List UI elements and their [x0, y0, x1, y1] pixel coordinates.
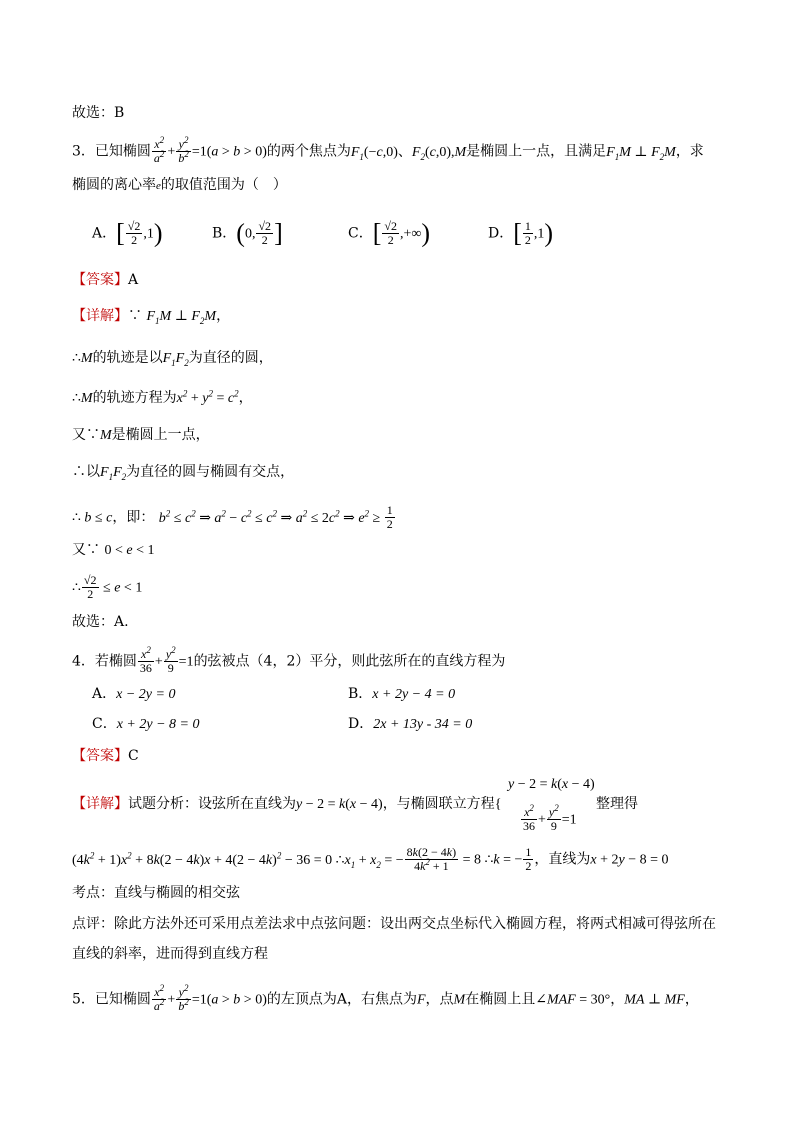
d6b: ，即： — [112, 509, 155, 526]
therefore-symbol: ∴ — [72, 350, 81, 366]
question-4-line: 4．若椭圆 $\frac{x^2}{36}$ + $\frac{y^2}{9}$ =1的弦被点（4，2）平分，则此弦所在的直线方程为 — [72, 645, 506, 675]
q4d4: ，直线为 — [534, 851, 591, 868]
system-eq-bottom: $\frac{x^2}{36}$ + $\frac{y^2}{9}$ =1 — [523, 803, 577, 833]
frac-x2-a2: $\frac{x^2}{a^2}$ — [153, 135, 165, 165]
q5d: 在椭圆上且 — [465, 991, 536, 1008]
q3-end: ，求 — [675, 143, 704, 160]
answer-tag: 【答案】 — [72, 272, 128, 288]
question-5-line: 5．已知椭圆 $\frac{x^2}{a^2}$ + $\frac{y^2}{b^2}$ =1(a > b > 0)的左顶点为A，右焦点为F，点M在椭圆上且∠MAF = 30°，MA ⊥ MF， — [72, 983, 699, 1013]
q3-detail-line-5: ∴以$F_1F_2$为直径的圆与椭圆有交点， — [72, 464, 295, 482]
d4b: 是椭圆上一点， — [111, 427, 210, 443]
q4d2: ，与椭圆联立方程 — [382, 796, 495, 812]
q3-final-line: 故选：A. — [72, 614, 129, 630]
q5c: ，点 — [425, 991, 454, 1008]
q4-option-c-label: C． — [92, 716, 117, 732]
q3-answer-value: A — [128, 272, 139, 288]
detail-tag: 【详解】 — [72, 308, 128, 324]
q3-option-a: A．[ $\frac{√2}{2}$ ,1) — [92, 218, 163, 248]
q3-mid2: 是椭圆上一点，且满足 — [466, 143, 607, 160]
q5b: 的左顶点为A，右焦点为 — [266, 991, 417, 1008]
q3-detail-line-7: 又∵ 0 < e < 1 — [72, 542, 155, 558]
q4b: 的弦被点（4，2）平分，则此弦所在的直线方程为 — [193, 653, 506, 670]
q4-option-d-label: D． — [348, 716, 374, 732]
q4-answer-value: C — [128, 748, 139, 764]
q3-detail-line-3: ∴M的轨迹方程为$x^2 + y^2 = c^2$， — [72, 388, 253, 406]
q4-option-d — [348, 714, 472, 735]
q4-option-c — [92, 714, 200, 735]
q3-detail-line-1: 【详解】∵ $F_1M$ ⊥ $F_2M$， — [72, 308, 231, 326]
e-symbol: e — [156, 180, 161, 192]
q4-option-b-text: x + 2y − 4 = 0 — [372, 687, 456, 702]
system-eq-top: y − 2 = k(x − 4) — [508, 777, 595, 792]
question-3-line-2 — [72, 175, 287, 196]
perp-expr: $F_1M$ ⊥ $F_2M$ — [606, 144, 676, 162]
q4-detail-line-1: 【详解】试题分析：设弦所在直线为y − 2 = k(x − 4)，与椭圆联立方程{ — [72, 796, 502, 812]
frac-y2-b2: $\frac{y^2}{b^2}$ — [178, 135, 189, 165]
q4-detail-line-2: $(4k^2 + 1)x^2 + 8k(2 - 4k)x + 4(2 - 4k)^2 - 36 = 0$ $\therefore x_1 + x_2$ = − $\frac{8k(2 - 4k)}{4k^2 + 1}$ = 8 ∴k = − $\frac{1}{2}$ ，直线为x + 2y − 8 = 0 — [72, 845, 669, 873]
q4-option-b-label: B． — [348, 686, 373, 702]
q4d1: 试题分析：设弦所在直线为 — [128, 796, 296, 812]
q4-option-a-label: A． — [92, 686, 117, 702]
q3-detail-line-6: ∴ b ≤ c，即： $b^2 \le c^2$ ⇒ $a^2 - c^2 \le c^2$ ⇒ $a^2 \le 2c^2$ ⇒ $e^2$ ≥ $\frac{1}{2}$ — [72, 503, 393, 531]
detail-tag-2: 【详解】 — [72, 796, 128, 812]
prev-answer-line: 故选：B — [72, 105, 125, 121]
q3-prefix: 3．已知椭圆 — [72, 143, 151, 160]
therefore-symbol-2: ∴ — [72, 390, 81, 406]
q3-option-b: B．(0, $\frac{√2}{2}$ ] — [212, 218, 283, 248]
q4-option-d-text: 2x + 13y - 34 = 0 — [373, 717, 473, 732]
q4-answer-line — [72, 746, 139, 766]
q3-option-d-label: D． — [488, 225, 514, 242]
question-3-line-1: 3．已知椭圆 $\frac{x^2}{a^2}$ + $\frac{y^2}{b^2}$ =1(a > b > 0)的两个焦点为$F_1(-c,0)$、$F_2(c,0),M$是椭圆上一点，且满足$F_1M$ ⊥ $F_2M$，求 — [72, 135, 704, 165]
d2b: 的轨迹是以 — [92, 350, 163, 366]
comment-line-2: 直线的斜率，进而得到直线方程 — [72, 946, 268, 962]
q3-answer-line — [72, 270, 138, 290]
q3-option-d: D．[ $\frac{1}{2}$ ,1) — [488, 218, 554, 248]
d3b: 的轨迹方程为 — [92, 390, 177, 406]
q4-option-a — [92, 684, 175, 705]
q3-option-b-label: B． — [212, 225, 237, 242]
q4-option-c-text: x + 2y − 8 = 0 — [116, 717, 200, 732]
q3-detail-line-2: ∴M的轨迹是以$F_1F_2$为直径的圆， — [72, 350, 273, 368]
d2c: 为直径的圆， — [188, 350, 273, 366]
d7: 又∵ — [72, 542, 100, 558]
q3-option-a-label: A． — [92, 225, 117, 242]
therefore-symbol-3: ∴ — [72, 579, 81, 596]
answer-tag-2: 【答案】 — [72, 748, 128, 764]
q4d3: 整理得 — [596, 796, 638, 812]
because-symbol: ∵ — [128, 308, 142, 324]
q4a: 4．若椭圆 — [72, 653, 137, 670]
d5b: 为直径的圆与椭圆有交点， — [126, 464, 295, 480]
q3-detail-line-4: 又∵M是椭圆上一点， — [72, 427, 210, 443]
eq-cond: =1(a > b > 0) — [191, 144, 267, 160]
q5a: 5．已知椭圆 — [72, 991, 151, 1008]
q4-option-b — [348, 684, 455, 705]
q4-option-a-text: x − 2y = 0 — [116, 687, 176, 702]
q3-option-c-label: C． — [348, 225, 373, 242]
q3-detail-line-8: ∴ $\frac{√2}{2}$ ≤ e < 1 — [72, 573, 143, 601]
d6: ∴ — [72, 509, 81, 526]
d5a: ∴以 — [72, 464, 100, 480]
d4a: 又∵ — [72, 427, 100, 443]
kaodian-line: 考点：直线与椭圆的相交弦 — [72, 885, 240, 901]
q3-mid: 的两个焦点为 — [266, 143, 351, 160]
comment-line-1: 点评：除此方法外还可采用点差法求中点弦问题：设出两交点坐标代入椭圆方程，将两式相减可得弦所在 — [72, 916, 716, 932]
q3-line2a: 椭圆的离心率 — [72, 177, 156, 193]
q5e: ， — [684, 991, 699, 1008]
q3-line2b: 的取值范围为（ ） — [160, 177, 287, 193]
perp-expr-2: $F_1M$ ⊥ $F_2M$ — [146, 309, 217, 326]
foci-expr: $F_1(-c,0)$、$F_2(c,0),M$ — [350, 144, 467, 162]
q3-option-c: C．[ $\frac{√2}{2}$ ,+∞) — [348, 218, 431, 248]
